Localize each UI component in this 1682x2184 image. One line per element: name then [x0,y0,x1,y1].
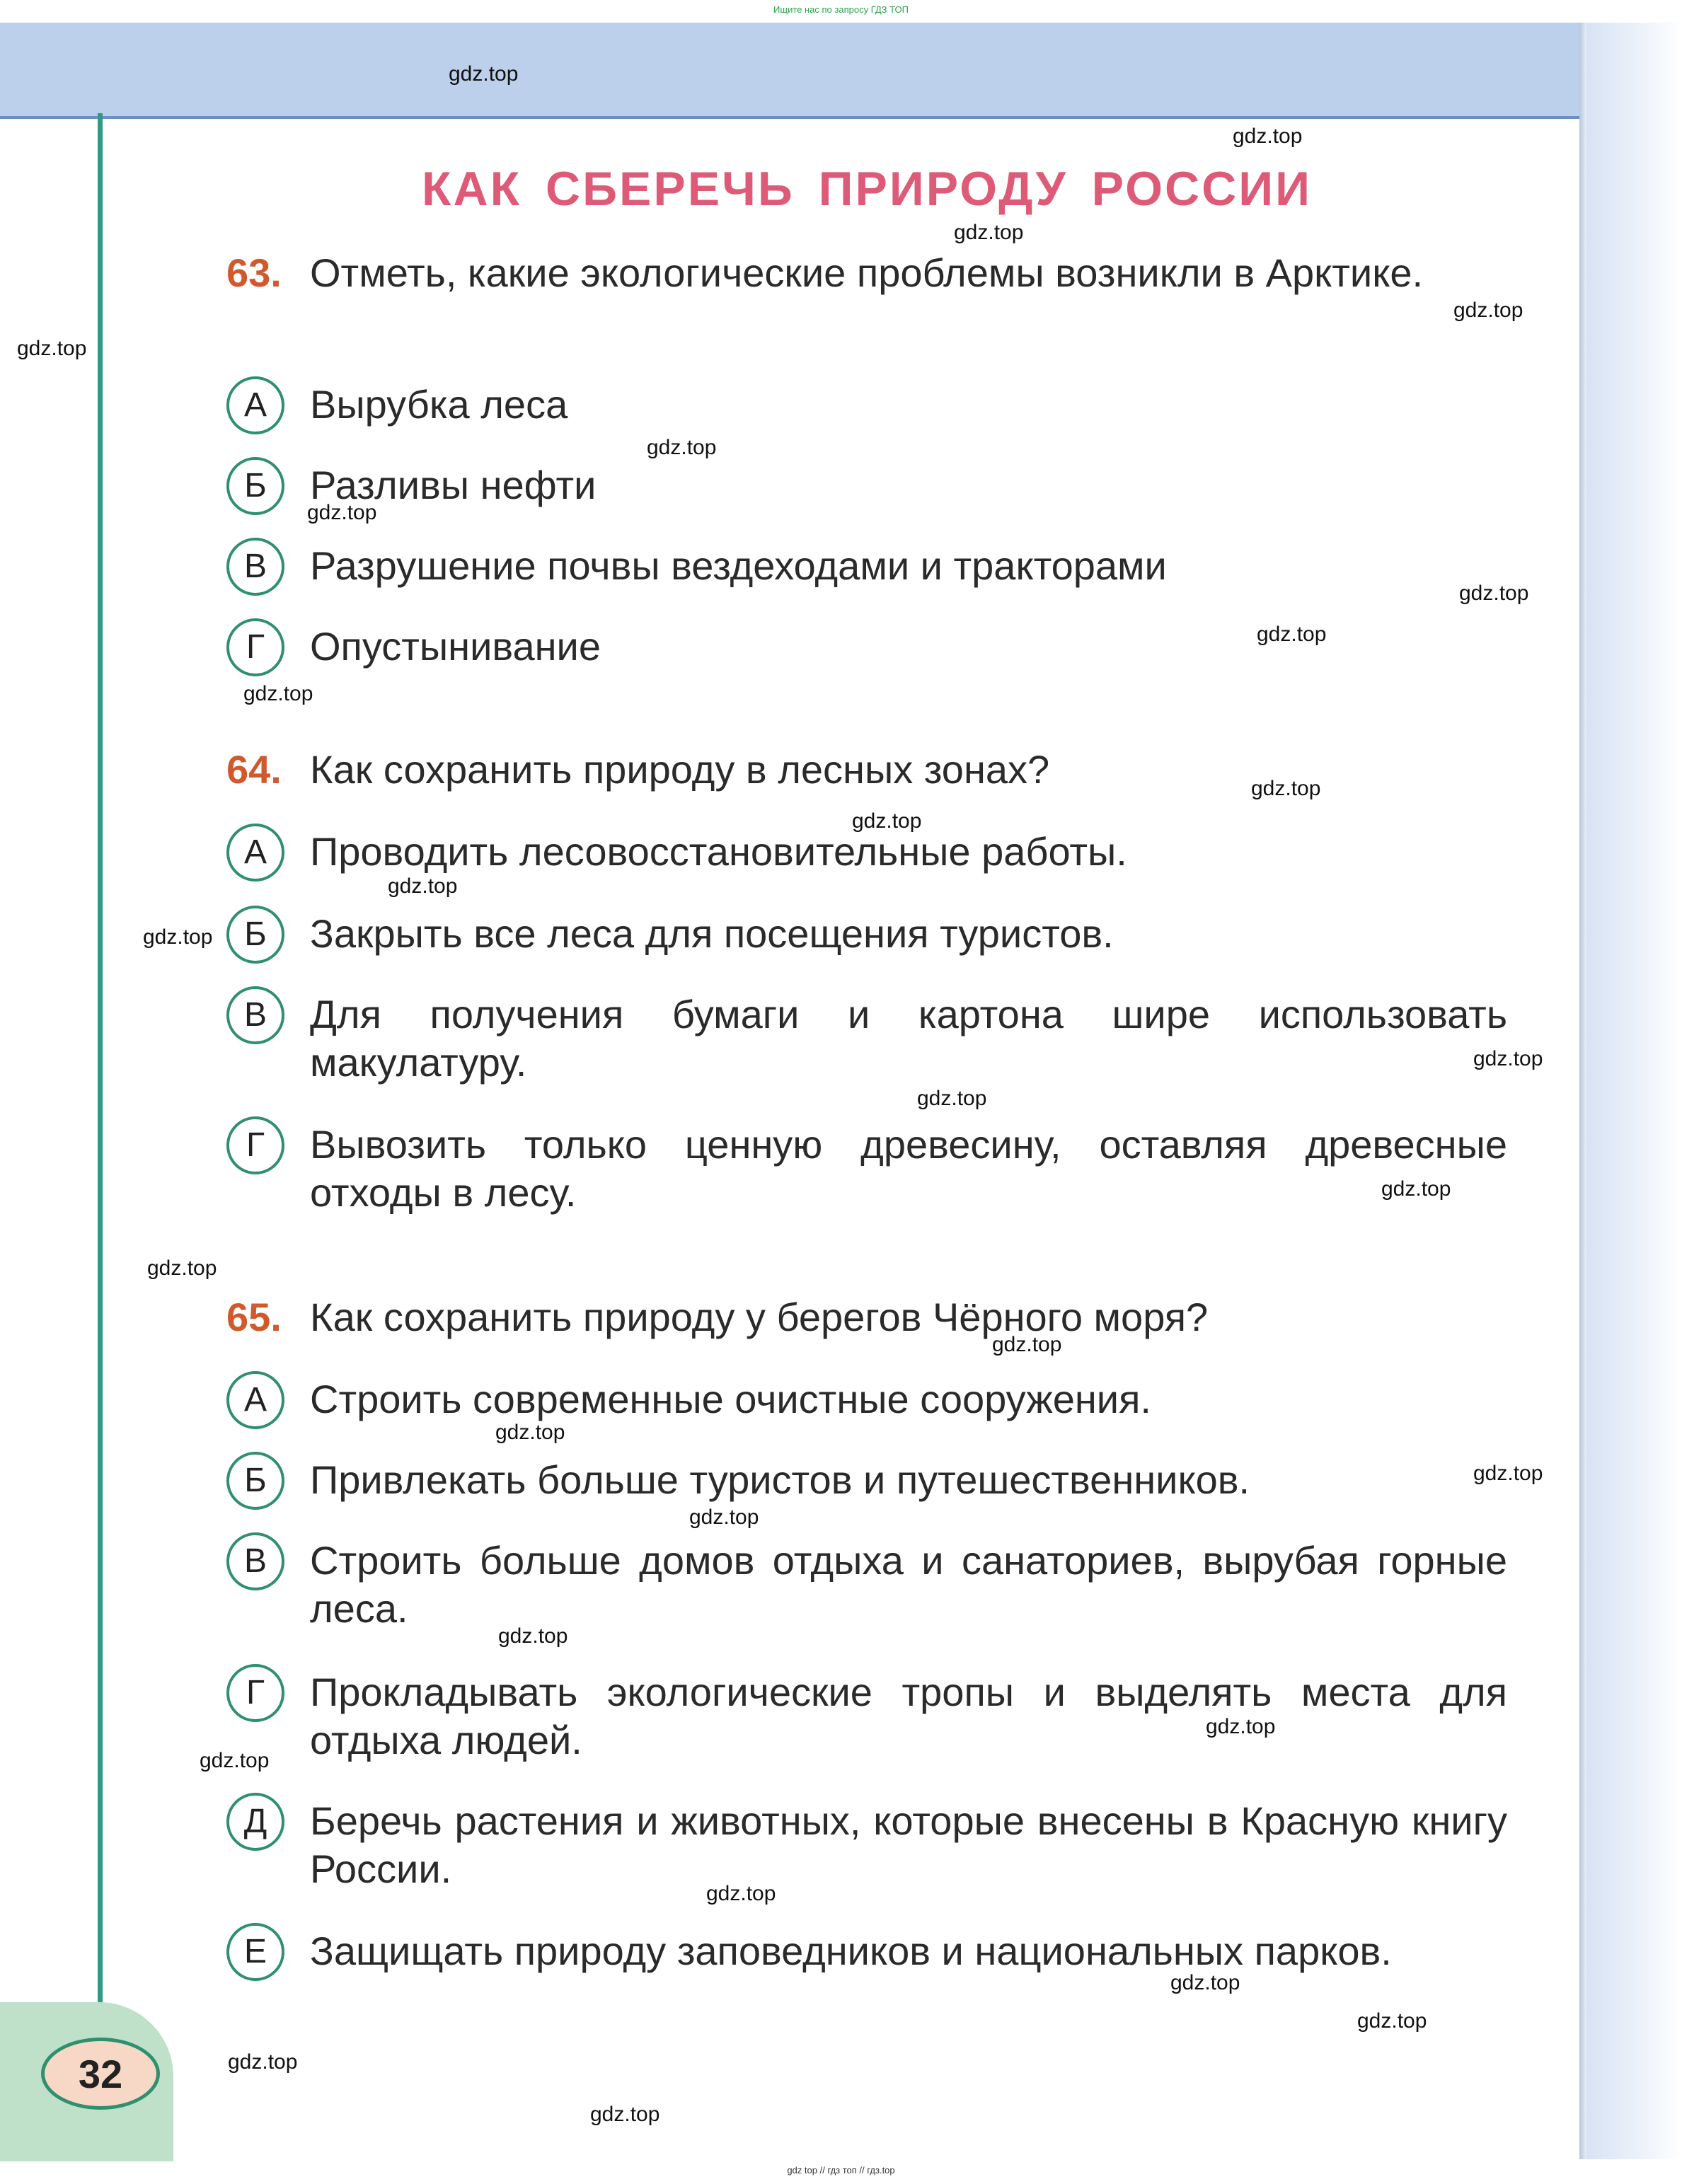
watermark: gdz.top [147,1256,217,1280]
option-64-g[interactable] [226,1116,1507,1217]
page-title: КАК СБЕРЕЧЬ ПРИРОДУ РОССИИ [422,162,1312,216]
option-letter-circle[interactable]: Г [226,1116,284,1174]
watermark: gdz.top [1206,1715,1276,1738]
option-65-d[interactable] [226,1793,1507,1893]
watermark: gdz.top [1357,2009,1427,2033]
option-65-e[interactable] [226,1923,1507,1975]
option-letter-circle[interactable]: В [226,1532,284,1590]
option-text: Привлекать больше туристов и путешественников. [310,1457,1250,1502]
option-63-v[interactable] [226,538,1507,590]
header-band [0,23,1682,119]
watermark: gdz.top [243,682,313,705]
option-65-a[interactable] [226,1371,1507,1423]
option-text: Разливы нефти [310,463,597,507]
watermark: gdz.top [1381,1177,1451,1201]
watermark: gdz.top [590,2103,660,2126]
option-text: Закрыть все леса для посещения туристов. [310,911,1114,956]
watermark: gdz.top [992,1333,1062,1356]
watermark: gdz.top [307,501,377,524]
option-text: Вывозить только ценную древесину, оставляя древесные отходы в лесу. [310,1122,1507,1215]
option-text: Опустынивание [310,624,601,669]
footer-note: gdz top // гдз топ // гдз.top [787,2165,895,2176]
watermark: gdz.top [17,337,87,360]
watermark: gdz.top [200,1749,270,1772]
option-64-b[interactable] [226,906,1507,958]
option-65-g[interactable] [226,1664,1507,1764]
watermark: gdz.top [449,62,519,86]
option-text: Проводить лесовосстановительные работы. [310,829,1127,874]
option-text: Прокладывать экологические тропы и выделять места для отдыха людей. [310,1670,1507,1762]
question-number: 64. [226,747,282,792]
watermark: gdz.top [495,1421,565,1444]
option-letter-circle[interactable]: В [226,986,284,1044]
option-letter-circle[interactable]: А [226,376,284,434]
option-63-a[interactable] [226,376,1507,429]
margin-line [98,113,103,2052]
option-text: Строить современные очистные сооружения. [310,1377,1151,1421]
watermark: gdz.top [228,2050,298,2074]
watermark: gdz.top [1473,1047,1543,1070]
watermark: gdz.top [498,1624,568,1648]
watermark: gdz.top [706,1882,776,1905]
option-letter-circle[interactable]: Г [226,618,284,676]
watermark: gdz.top [1233,125,1303,148]
page-number: 32 [41,2038,160,2110]
option-64-v[interactable] [226,986,1507,1087]
watermark: gdz.top [1257,623,1327,646]
watermark: gdz.top [1170,1971,1240,1994]
watermark: gdz.top [689,1506,759,1529]
option-letter-circle[interactable]: Б [226,1452,284,1510]
watermark: gdz.top [917,1087,987,1110]
watermark: gdz.top [852,809,922,833]
option-63-b[interactable] [226,457,1507,509]
question-number: 65. [226,1295,282,1339]
option-text: Строить больше домов отдыха и санаториев, вырубая горные леса. [310,1538,1507,1631]
option-text: Беречь растения и животных, которые внесены в Красную книгу России. [310,1798,1507,1891]
option-65-v[interactable] [226,1532,1507,1633]
watermark: gdz.top [1473,1462,1543,1485]
watermark: gdz.top [647,436,717,459]
option-letter-circle[interactable]: А [226,1371,284,1429]
question-number: 63. [226,250,282,295]
top-note: Ищите нас по запросу ГДЗ ТОП [773,4,909,15]
option-letter-circle[interactable]: Б [226,457,284,515]
page-fold [1579,23,1586,2159]
question-65 [226,1293,1507,1341]
option-text: Для получения бумаги и картона шире использовать макулатуру. [310,992,1507,1085]
watermark: gdz.top [1251,777,1321,800]
watermark: gdz.top [143,925,213,949]
question-text: Как сохранить природу у берегов Чёрного моря? [310,1295,1209,1339]
option-letter-circle[interactable]: Д [226,1793,284,1851]
option-letter-circle[interactable]: В [226,538,284,596]
option-letter-circle[interactable]: А [226,824,284,882]
question-text: Отметь, какие экологические проблемы возникли в Арктике. [310,250,1424,295]
watermark: gdz.top [1453,299,1523,322]
question-63 [226,249,1507,297]
option-65-b[interactable] [226,1452,1507,1504]
question-text: Как сохранить природу в лесных зонах? [310,747,1050,792]
option-letter-circle[interactable]: Г [226,1664,284,1722]
option-text: Вырубка леса [310,382,568,427]
watermark: gdz.top [388,874,458,898]
option-letter-circle[interactable]: Б [226,906,284,964]
option-text: Разрушение почвы вездеходами и тракторами [310,543,1167,588]
option-letter-circle[interactable]: Е [226,1923,284,1981]
right-margin-band [1586,23,1682,2159]
watermark: gdz.top [1459,582,1529,605]
option-text: Защищать природу заповедников и национальных парков. [310,1929,1392,1973]
watermark: gdz.top [954,221,1024,244]
